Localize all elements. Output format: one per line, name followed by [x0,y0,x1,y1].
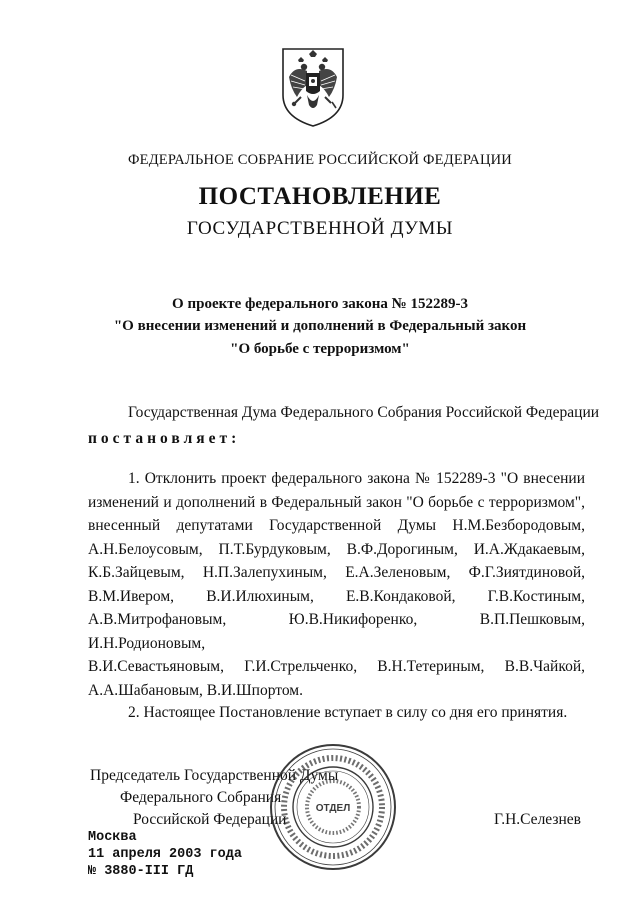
place-of-signing: Москва [88,830,137,845]
paragraph-line: В.И.Севастьяновым, Г.И.Стрельченко, В.Н.Тетериным, В.В.Чайкой, [88,658,585,675]
coat-of-arms-icon [279,45,347,129]
organization-name: ФЕДЕРАЛЬНОЕ СОБРАНИЕ РОССИЙСКОЙ ФЕДЕРАЦИИ [128,152,512,168]
paragraph-line: 1. Отклонить проект федерального закона № 152289-3 "О внесении [128,470,585,487]
paragraph-line: изменений и дополнений в Федеральный закон "О борьбе с терроризмом", [88,493,585,511]
document-type: ПОСТАНОВЛЕНИЕ [198,183,442,210]
resolves-word: постановляет: [88,430,241,447]
registration-number: № 3880-III ГД [88,864,194,879]
paragraph-line: внесенный депутатами Государственной Думы Н.М.Безбородовым, [88,517,585,534]
paragraph-line: В.М.Ивером, В.И.Илюхиным, Е.В.Кондаковой, Г.В.Костиным, [88,587,585,605]
signatory-title: Председатель Государственной Думы [90,767,339,784]
preamble: Государственная Дума Федерального Собрания Российской Федерации [128,404,600,421]
subject-line: "О внесении изменений и дополнений в Федеральный закон [113,318,527,334]
signatory-title: Федерального Собрания [120,789,282,806]
paragraph-line: А.В.Митрофановым, Ю.В.Никифоренко, В.П.Пешковым, И.Н.Родионовым, [88,611,585,652]
signatory-title: Российской Федерации [133,811,287,828]
paragraph-line: А.Н.Белоусовым, П.Т.Бурдуковым, В.Ф.Дорогиным, И.А.Ждакаевым, [88,540,585,558]
official-seal-stamp [268,742,398,872]
signatory-name: Г.Н.Селезнев [494,811,581,828]
point-1-paragraph [88,467,585,702]
stamp-center-text: ОТДЕЛ [315,803,351,814]
date-of-signing: 11 апреля 2003 года [88,847,242,862]
paragraph-line: А.А.Шабановым, В.И.Шпортом. [88,681,303,699]
point-2-paragraph: 2. Настоящее Постановление вступает в силу со дня его принятия. [128,704,568,721]
subject-line: "О борьбе с терроризмом" [230,341,410,357]
subject-line: О проекте федерального закона № 152289-3 [172,296,468,312]
paragraph-line: К.Б.Зайцевым, Н.П.Залепухиным, Е.А.Зеленовым, Ф.Г.Зиятдиновой, [88,564,585,581]
document-issuer: ГОСУДАРСТВЕННОЙ ДУМЫ [186,218,454,239]
